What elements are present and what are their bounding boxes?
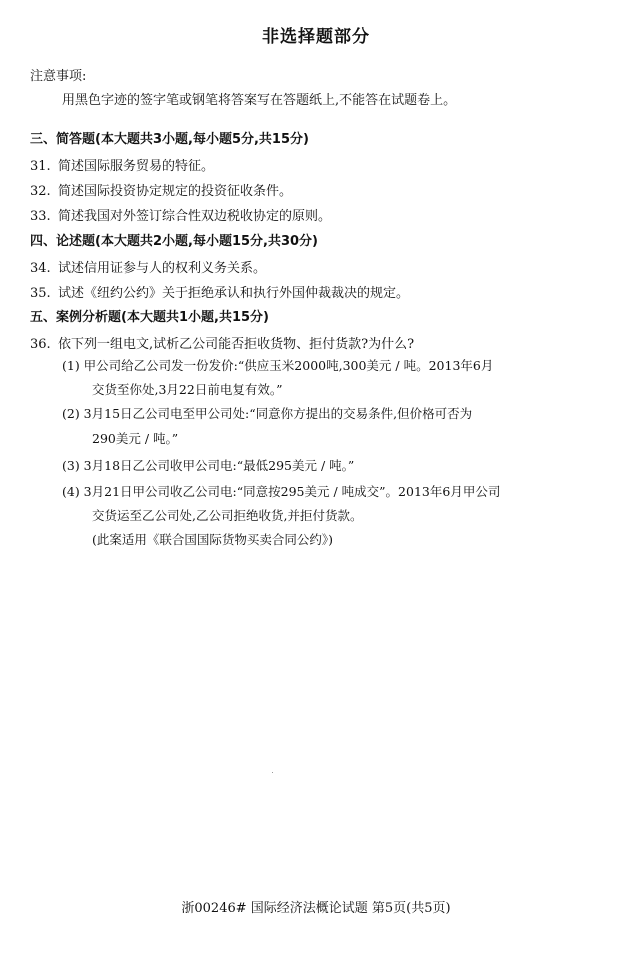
- notice-body: 用黑色字迹的签字笔或钢笔将答案写在答题纸上,不能答在试题卷上。: [62, 93, 457, 108]
- section-heading-case-analysis: [30, 306, 269, 325]
- section-heading-essay: [30, 230, 318, 249]
- question-number: 31.: [30, 159, 51, 174]
- section-heading-short-answer: [30, 128, 309, 147]
- question-33: [30, 205, 331, 224]
- question-32: [30, 180, 292, 199]
- question-34: [30, 257, 266, 276]
- case-note: (此案适用《联合国国际货物买卖合同公约》): [92, 532, 334, 547]
- section-label: 四、论述题: [30, 234, 96, 249]
- question-number: 32.: [30, 184, 51, 199]
- case-item-4-line1: (4) 3月21日甲公司收乙公司电:“同意按295美元 / 吨成交”。2013年6月甲公司: [62, 484, 501, 499]
- case-item-2-line1: (2) 3月15日乙公司电至甲公司处:“同意你方提出的交易条件,但价格可否为: [62, 406, 473, 421]
- question-text: 简述国际投资协定规定的投资征收条件。: [58, 184, 293, 199]
- section-note: (本大题共3小题,每小题5分,共15分): [95, 132, 309, 147]
- section-label: 五、案例分析题: [30, 310, 122, 325]
- stray-dot: [272, 772, 273, 773]
- section-note: (本大题共2小题,每小题15分,共30分): [95, 234, 319, 249]
- question-text: 试述《纽约公约》关于拒绝承认和执行外国仲裁裁决的规定。: [58, 286, 410, 301]
- case-item-3-line1: (3) 3月18日乙公司收甲公司电:“最低295美元 / 吨。”: [62, 458, 355, 473]
- question-text: 简述国际服务贸易的特征。: [58, 159, 215, 174]
- question-number: 35.: [30, 286, 51, 301]
- page-title: 非选择题部分: [262, 27, 370, 47]
- page-footer: 浙00246# 国际经济法概论试题 第5页(共5页): [181, 901, 451, 916]
- case-item-1-line1: (1) 甲公司给乙公司发一份发价:“供应玉米2000吨,300美元 / 吨。2013年6月: [62, 358, 494, 373]
- question-number: 36.: [30, 337, 51, 352]
- case-item-1-line2: 交货至你处,3月22日前电复有效。”: [92, 382, 283, 397]
- case-item-4-line2: 交货运至乙公司处,乙公司拒绝收货,并拒付货款。: [92, 508, 363, 523]
- question-text: 依下列一组电文,试析乙公司能否拒收货物、拒付货款?为什么?: [58, 337, 415, 352]
- question-text: 简述我国对外签订综合性双边税收协定的原则。: [58, 209, 332, 224]
- case-item-2-line2: 290美元 / 吨。”: [92, 431, 179, 446]
- question-35: [30, 282, 409, 301]
- notice-heading: 注意事项:: [30, 69, 87, 84]
- question-36: [30, 333, 414, 352]
- question-number: 34.: [30, 261, 51, 276]
- question-text: 试述信用证参与人的权利义务关系。: [58, 261, 267, 276]
- question-number: 33.: [30, 209, 51, 224]
- question-31: [30, 155, 214, 174]
- section-label: 三、简答题: [30, 132, 96, 147]
- section-note: (本大题共1小题,共15分): [121, 310, 269, 325]
